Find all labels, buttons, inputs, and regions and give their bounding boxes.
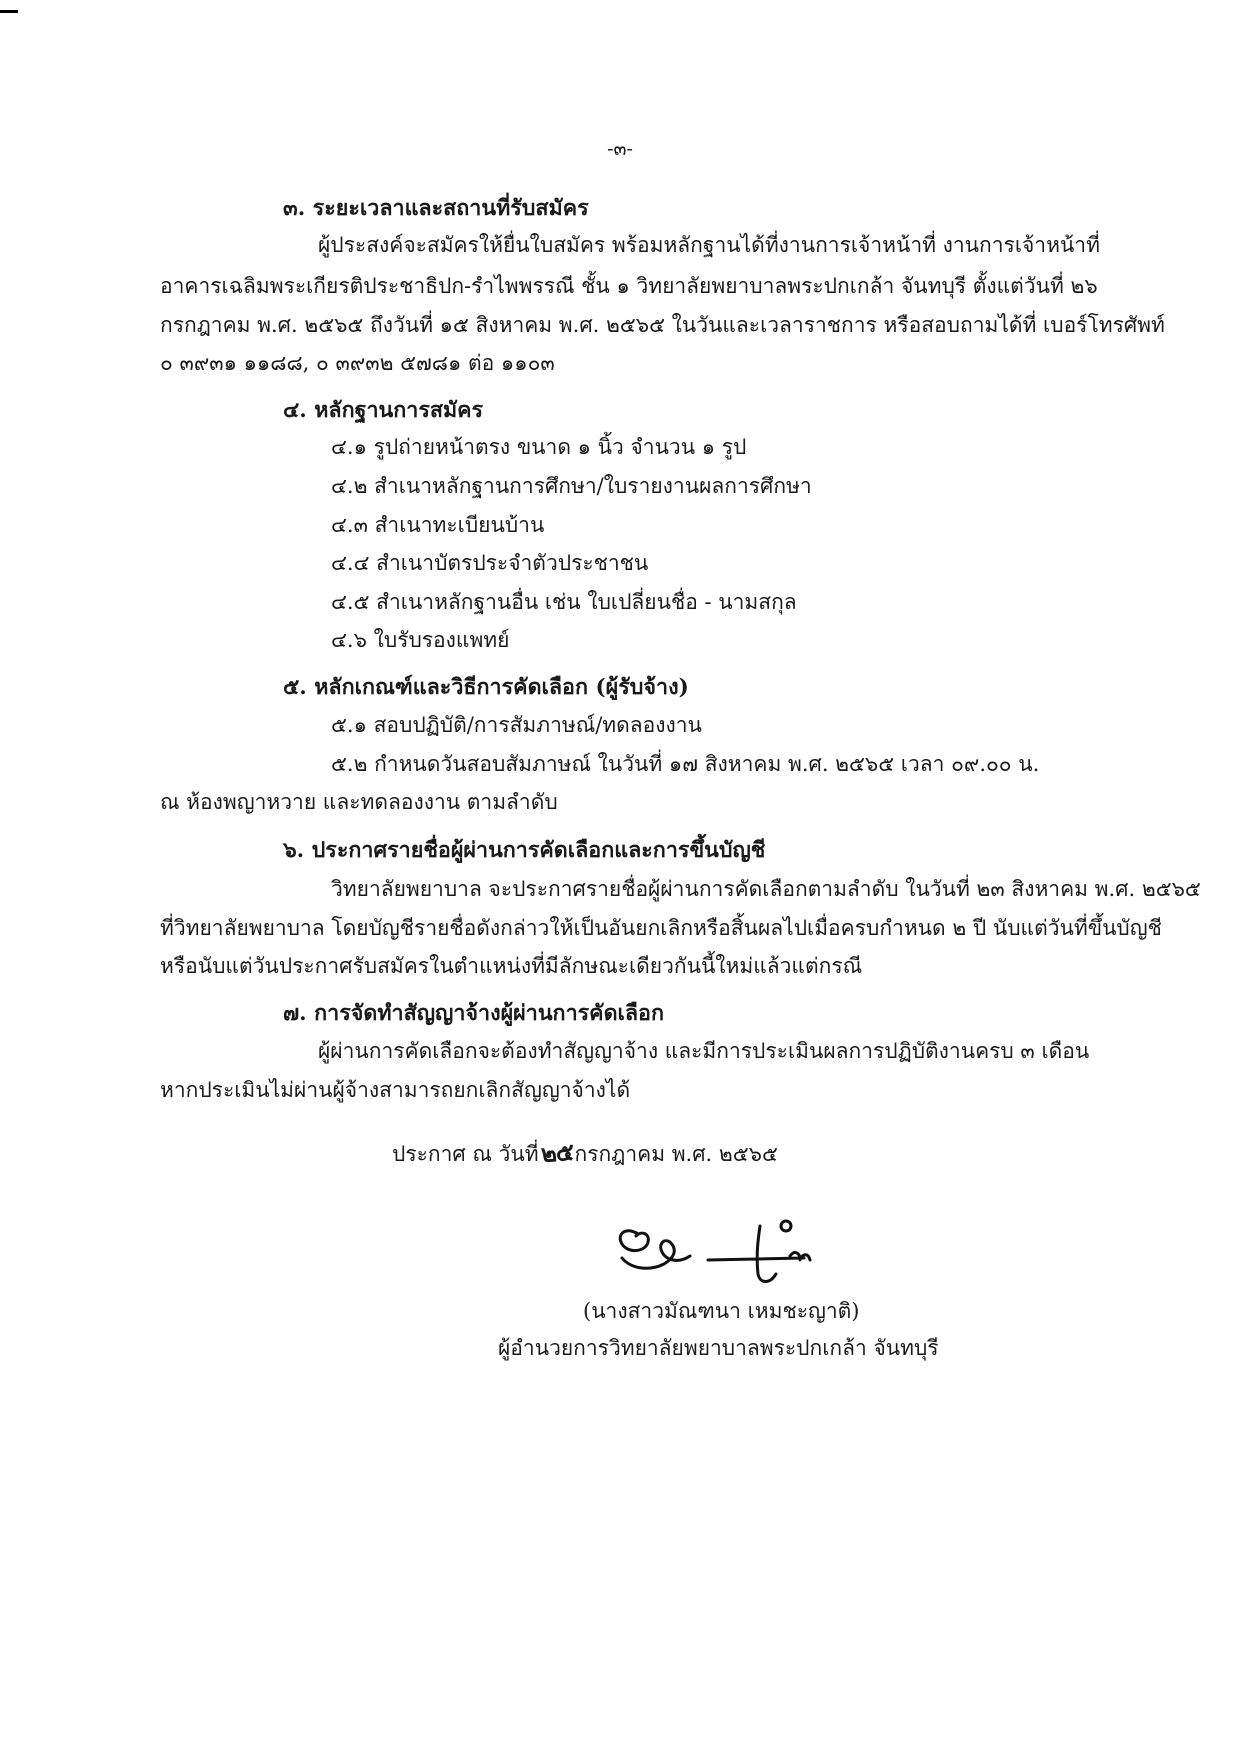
announcement-suffix: กรกฎาคม พ.ศ. ๒๕๖๕ (574, 1142, 778, 1166)
section-7-line-2: หากประเมินไม่ผ่านผู้จ้างสามารถยกเลิกสัญญาจ้างได้ (160, 1078, 631, 1102)
section-6-line-2: ที่วิทยาลัยพยาบาล โดยบัญชีรายชื่อดังกล่าวให้เป็นอันยกเลิกหรือสิ้นผลไปเมื่อครบกำหนด ๒ ปี นับแต่วันที่ขึ้นบัญชี (160, 916, 1162, 940)
section-3-line-1: ผู้ประสงค์จะสมัครให้ยื่นใบสมัคร พร้อมหลักฐานได้ที่งานการเจ้าหน้าที่ งานการเจ้าหน้าที่ (318, 233, 1100, 257)
section-7-line-1: ผู้ผ่านการคัดเลือกจะต้องทำสัญญาจ้าง และมีการประเมินผลการปฏิบัติงานครบ ๓ เดือน (318, 1039, 1090, 1063)
page-number: -๓- (607, 138, 633, 160)
handwritten-signature (608, 1212, 838, 1292)
section-4-item-1: ๔.๑ รูปถ่ายหน้าตรง ขนาด ๑ นิ้ว จำนวน ๑ รูป (331, 435, 747, 459)
section-5-continuation: ณ ห้องพญาหวาย และทดลองงาน ตามลำดับ (160, 790, 558, 814)
announcement-handwritten-day: ๒๕ (539, 1137, 574, 1169)
announcement-prefix: ประกาศ ณ วันที่ (392, 1142, 539, 1166)
section-3-line-2: อาคารเฉลิมพระเกียรติประชาธิปก-รำไพพรรณี ชั้น ๑ วิทยาลัยพยาบาลพระปกเกล้า จันทบุรี ตั้งแต่วันที่ ๒๖ (160, 274, 1098, 298)
section-4-item-2: ๔.๒ สำเนาหลักฐานการศึกษา/ใบรายงานผลการศึกษา (331, 474, 812, 498)
section-4-item-3: ๔.๓ สำเนาทะเบียนบ้าน (331, 513, 545, 537)
section-4-item-4: ๔.๔ สำเนาบัตรประจำตัวประชาชน (331, 551, 649, 575)
announcement-date (392, 1139, 778, 1168)
section-3-heading: ๓. ระยะเวลาและสถานที่รับสมัคร (283, 196, 589, 221)
section-3-line-3: กรกฎาคม พ.ศ. ๒๕๖๕ ถึงวันที่ ๑๕ สิงหาคม พ.ศ. ๒๕๖๕ ในวันและเวลาราชการ หรือสอบถามได้ที่ เบอร์โทรศัพท์ (160, 313, 1165, 337)
scan-corner-mark (0, 10, 18, 13)
section-6-line-3: หรือนับแต่วันประกาศรับสมัครในตำแหน่งที่มีลักษณะเดียวกันนี้ใหม่แล้วแต่กรณี (160, 954, 863, 978)
section-6-line-1: วิทยาลัยพยาบาล จะประกาศรายชื่อผู้ผ่านการคัดเลือกตามลำดับ ในวันที่ ๒๓ สิงหาคม พ.ศ. ๒๕๖๕ (331, 877, 1201, 901)
section-3-line-4: ๐ ๓๙๓๑ ๑๑๘๘, ๐ ๓๙๓๒ ๕๗๘๑ ต่อ ๑๑๐๓ (160, 351, 555, 375)
section-4-item-5: ๔.๕ สำเนาหลักฐานอื่น เช่น ใบเปลี่ยนชื่อ - นามสกุล (331, 590, 797, 614)
section-7-heading: ๗. การจัดทำสัญญาจ้างผู้ผ่านการคัดเลือก (283, 1001, 664, 1026)
section-5-item-2: ๕.๒ กำหนดวันสอบสัมภาษณ์ ในวันที่ ๑๗ สิงหาคม พ.ศ. ๒๕๖๕ เวลา ๐๙.๐๐ น. (331, 752, 1040, 776)
section-4-item-6: ๔.๖ ใบรับรองแพทย์ (331, 628, 510, 652)
section-4-heading: ๔. หลักฐานการสมัคร (283, 398, 484, 423)
signatory-title: ผู้อำนวยการวิทยาลัยพยาบาลพระปกเกล้า จันทบุรี (498, 1336, 939, 1360)
section-6-heading: ๖. ประกาศรายชื่อผู้ผ่านการคัดเลือกและการขึ้นบัญชี (283, 838, 766, 863)
signatory-name: (นางสาวมัณฑนา เหมชะญาติ) (583, 1299, 860, 1323)
section-5-heading: ๕. หลักเกณฑ์และวิธีการคัดเลือก (ผู้รับจ้าง) (283, 675, 689, 700)
section-5-item-1: ๕.๑ สอบปฏิบัติ/การสัมภาษณ์/ทดลองงาน (331, 713, 702, 737)
